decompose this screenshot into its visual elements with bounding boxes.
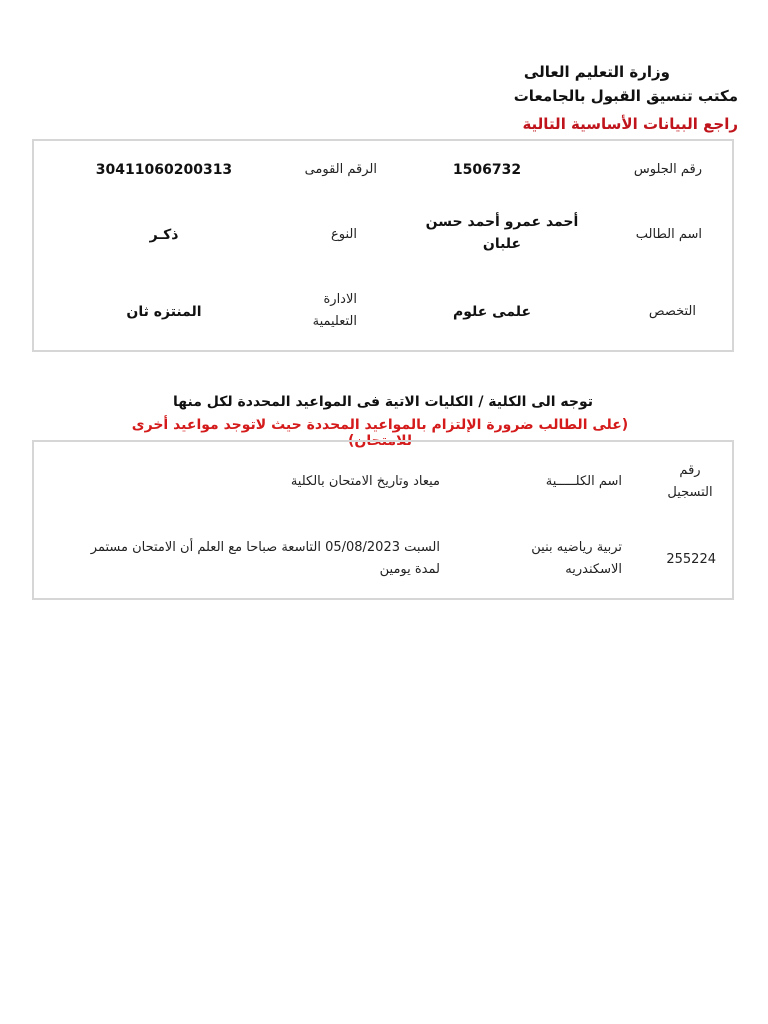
gender-label: النوع	[331, 227, 357, 242]
specialization-value: علمى علوم	[452, 304, 532, 320]
college-name-header: اسم الكلـــــية	[545, 474, 622, 489]
exam-schedule-cell: السبت 05/08/2023 التاسعة صباحا مع العلم أن الامتحان مستمر لمدة يومين	[90, 540, 440, 577]
seat-value: 1506732	[452, 162, 522, 178]
ministry-title: وزارة التعليم العالى	[523, 63, 670, 81]
college-name-cell: تربية رياضيه بنين الاسكندريه	[531, 540, 622, 577]
review-heading: راجع البيانات الأساسية التالية	[522, 115, 738, 133]
reg-no-cell: 255224	[666, 552, 716, 567]
direction-title: توجه الى الكلية / الكليات الاتية فى المواعيد المحددة لكل منها	[173, 394, 593, 410]
seat-label: رقم الجلوس	[633, 162, 702, 177]
student-info-box	[32, 139, 734, 352]
exam-schedule-header: ميعاد وتاريخ الامتحان بالكلية	[290, 474, 440, 489]
office-title: مكتب تنسيق القبول بالجامعات	[513, 87, 738, 105]
edu-admin-value: المنتزه ثان	[126, 304, 202, 320]
colleges-box	[32, 440, 734, 600]
national-id-value: 30411060200313	[95, 162, 233, 178]
name-value: أحمد عمرو أحمد حسن علبان	[425, 214, 579, 252]
national-id-label: الرقم القومى	[304, 162, 377, 177]
reg-no-header: رقم التسجيل	[667, 463, 713, 500]
direction-note: (على الطالب ضرورة الإلتزام بالمواعيد المحددة حيث لاتوجد مواعيد أخرى للامتحان)	[131, 417, 629, 449]
edu-admin-label: الادارة التعليمية	[312, 292, 357, 329]
name-label: اسم الطالب	[635, 227, 702, 242]
gender-value: ذكـر	[149, 227, 179, 243]
specialization-label: التخصص	[648, 304, 696, 319]
